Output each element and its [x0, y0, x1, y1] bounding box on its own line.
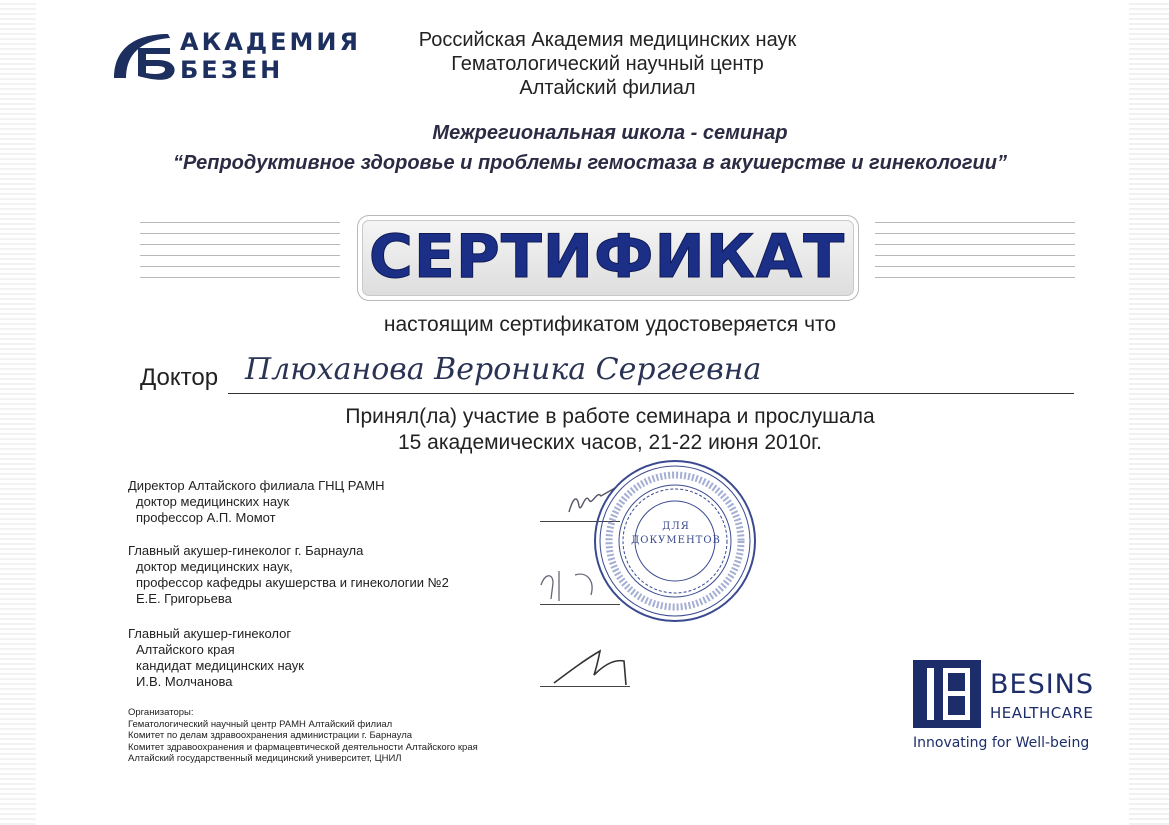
signatory-2-line-2: доктор медицинских наук,	[136, 559, 293, 574]
decorative-lines-right	[875, 222, 1075, 298]
signatory-2-line-4: Е.Е. Григорьева	[136, 591, 232, 606]
recipient-name: Плюханова Вероника Сергеевна	[245, 352, 762, 387]
seal-center-line-2: ДОКУМЕНТОВ	[631, 535, 721, 546]
signatory-1-line-3: профессор А.П. Момот	[136, 510, 276, 525]
sponsor-tagline: Innovating for Well-being	[913, 735, 1090, 751]
signatory-3-line-2: Алтайского края	[136, 642, 235, 657]
signatory-3-line-1: Главный акушер-гинеколог	[128, 626, 292, 641]
signatory-1-line-2: доктор медицинских наук	[136, 494, 290, 509]
header-line-3: Алтайский филиал	[519, 77, 696, 99]
doctor-label: Доктор	[140, 364, 219, 391]
signatory-2-line-1: Главный акушер-гинеколог г. Барнаула	[128, 543, 364, 558]
signatory-1-line-1: Директор Алтайского филиала ГНЦ РАМН	[128, 478, 385, 493]
akademia-logo-text	[180, 28, 361, 84]
institution-header	[380, 28, 835, 100]
organizer-4: Алтайский государственный медицинский университет, ЦНИЛ	[128, 753, 402, 764]
participation-line-1: Принял(ла) участие в работе семинара и прослушала	[345, 405, 875, 428]
besins-logo-icon	[913, 660, 981, 728]
handwritten-signature-3-icon	[550, 645, 640, 690]
header-line-1: Российская Академия медицинских наук	[418, 29, 797, 51]
right-edge-texture	[1129, 0, 1169, 825]
signatory-3-line-3: кандидат медицинских наук	[136, 658, 304, 673]
organizer-1: Гематологический научный центр РАМН Алтайский филиал	[128, 718, 393, 730]
seal-center-line-1: ДЛЯ	[662, 521, 690, 532]
participation-line-2: 15 академических часов, 21-22 июня 2010г.	[397, 431, 822, 454]
sponsor-name: BESINS	[990, 669, 1095, 700]
logo-line-1: АКАДЕМИЯ	[180, 28, 361, 56]
seminar-type: Межрегиональная школа - семинар	[432, 122, 788, 144]
signatory-3	[128, 626, 304, 690]
signatory-2	[128, 543, 449, 607]
header-line-2: Гематологический научный центр	[451, 53, 764, 75]
sponsor-sub: HEALTHCARE	[990, 704, 1094, 722]
name-underline	[228, 393, 1074, 394]
organizer-3: Комитет здравоохранения и фармацевтической деятельности Алтайского края	[128, 741, 478, 753]
left-edge-texture	[0, 0, 36, 825]
seal-center-text	[628, 520, 724, 548]
organizer-2: Комитет по делам здравоохранения администрации г. Барнаула	[128, 730, 413, 741]
certificate-title: СЕРТИФИКАТ	[368, 222, 846, 292]
certificate-intro: настоящим сертификатом удостоверяется что	[383, 313, 837, 336]
seminar-title: “Репродуктивное здоровье и проблемы гемостаза в акушерстве и гинекологии”	[173, 152, 1007, 174]
organizers-heading: Организаторы:	[128, 707, 194, 718]
decorative-lines-left	[140, 222, 340, 298]
signatory-2-line-3: профессор кафедры акушерства и гинекологии №2	[136, 575, 449, 590]
signatory-1	[128, 478, 384, 526]
participation-text	[270, 404, 950, 456]
organizers-block	[128, 707, 478, 765]
signatory-3-line-4: И.В. Молчанова	[136, 674, 233, 689]
logo-line-2: БЕЗЕН	[180, 56, 284, 84]
